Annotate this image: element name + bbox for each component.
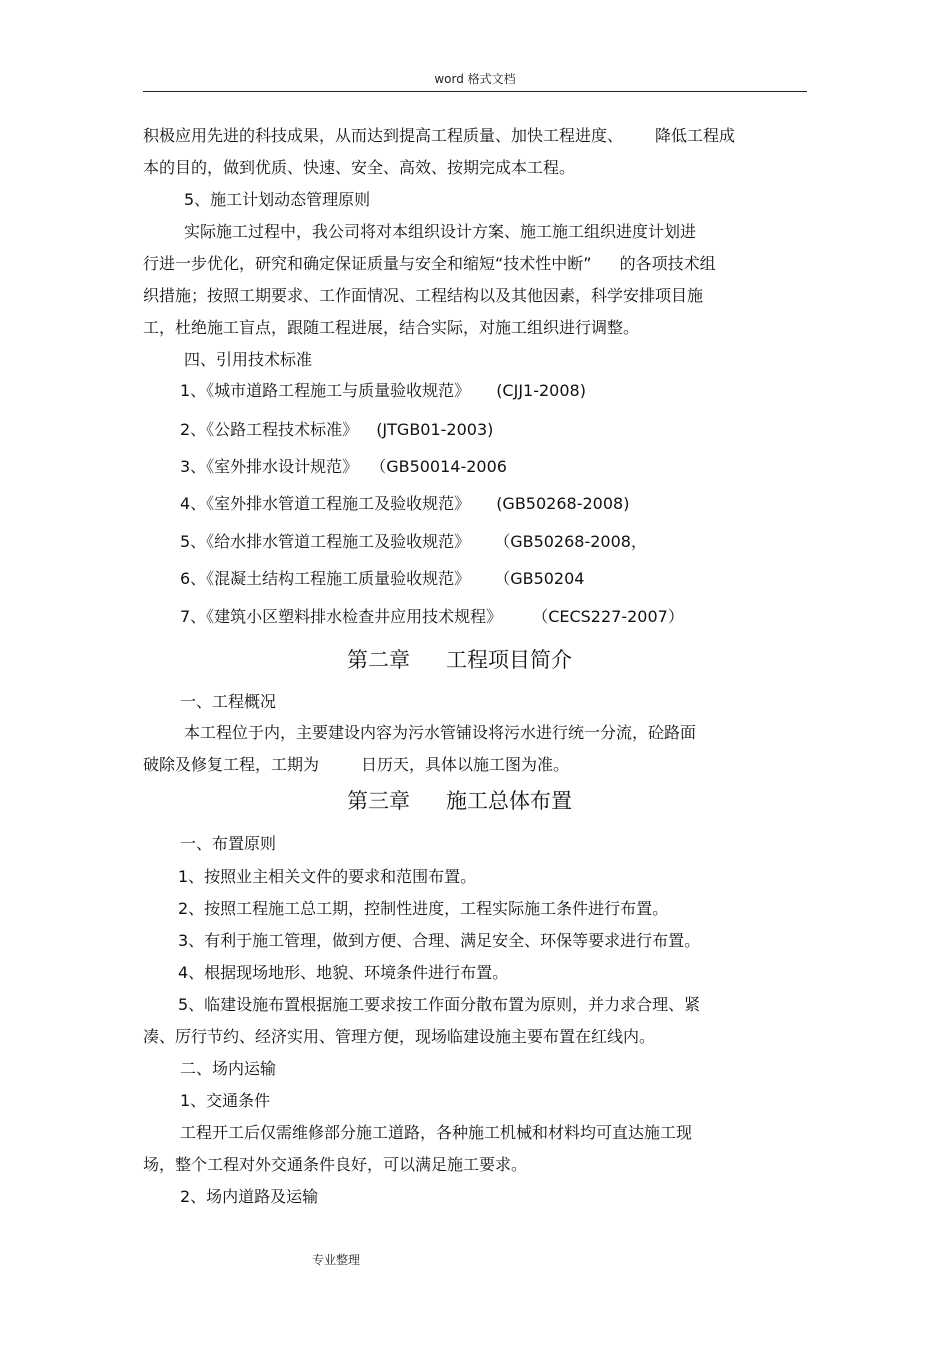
standard-item: 7、《建筑小区塑料排水检查井应用技术规程》 （CECS227-2007） (180, 607, 684, 626)
page-header: word 格式文档 (434, 72, 516, 86)
chapter-heading: 第三章 施工总体布置 (347, 789, 572, 813)
list-item: 4、根据现场地形、地貌、环境条件进行布置。 (178, 963, 509, 982)
paragraph-line: 工程开工后仅需维修部分施工道路，各种施工机械和材料均可直达施工现 (180, 1123, 693, 1142)
page-footer: 专业整理 (312, 1253, 361, 1267)
chapter-heading: 第二章 工程项目简介 (347, 648, 572, 672)
subsection-heading: 1、交通条件 (180, 1091, 271, 1110)
list-item: 5、临建设施布置根据施工要求按工作面分散布置为原则，并力求合理、紧 (178, 995, 701, 1014)
standard-item: 3、《室外排水设计规范》 （GB50014-2006 (180, 457, 507, 476)
paragraph-line: 实际施工过程中，我公司将对本组织设计方案、施工施工组织进度计划进 (184, 222, 697, 241)
section-heading: 一、工程概况 (180, 692, 277, 711)
standard-item: 6、《混凝土结构工程施工质量验收规范》 （GB50204 (180, 569, 585, 588)
standard-item: 5、《给水排水管道工程施工及验收规范》 （GB50268-2008， (180, 532, 647, 551)
list-item: 1、按照业主相关文件的要求和范围布置。 (178, 867, 477, 886)
paragraph-line: 场，整个工程对外交通条件良好，可以满足施工要求。 (143, 1155, 528, 1174)
standard-item: 1、《城市道路工程施工与质量验收规范》 (CJJ1-2008) (180, 381, 586, 400)
section-heading: 一、布置原则 (180, 834, 277, 853)
paragraph-line: 凑、厉行节约、经济实用、管理方便，现场临建设施主要布置在红线内。 (143, 1027, 656, 1046)
standard-item: 2、《公路工程技术标准》 (JTGB01-2003) (180, 420, 494, 439)
paragraph-line: 本工程位于内，主要建设内容为污水管铺设将污水进行统一分流，砼路面 (184, 723, 697, 742)
paragraph-line: 织措施；按照工期要求、工作面情况、工程结构以及其他因素，科学安排项目施 (143, 286, 704, 305)
section-heading: 5、施工计划动态管理原则 (184, 190, 371, 209)
list-item: 2、按照工程施工总工期，控制性进度，工程实际施工条件进行布置。 (178, 899, 669, 918)
paragraph-line: 破除及修复工程，工期为 日历天，具体以施工图为准。 (143, 755, 570, 774)
paragraph-line: 本的目的，做到优质、快速、安全、高效、按期完成本工程。 (143, 158, 576, 177)
section-heading: 二、场内运输 (180, 1059, 277, 1078)
paragraph-line: 积极应用先进的科技成果，从而达到提高工程质量、加快工程进度、 降低工程成 (143, 126, 736, 145)
list-item: 3、有利于施工管理，做到方便、合理、满足安全、环保等要求进行布置。 (178, 931, 701, 950)
header-rule (143, 91, 807, 92)
paragraph-line: 工，杜绝施工盲点，跟随工程进展，结合实际，对施工组织进行调整。 (143, 318, 640, 337)
section-heading: 四、引用技术标准 (184, 350, 313, 369)
standard-item: 4、《室外排水管道工程施工及验收规范》 (GB50268-2008) (180, 494, 630, 513)
subsection-heading: 2、场内道路及运输 (180, 1187, 319, 1206)
paragraph-line: 行进一步优化，研究和确定保证质量与安全和缩短“技术性中断” 的各项技术组 (143, 254, 716, 273)
